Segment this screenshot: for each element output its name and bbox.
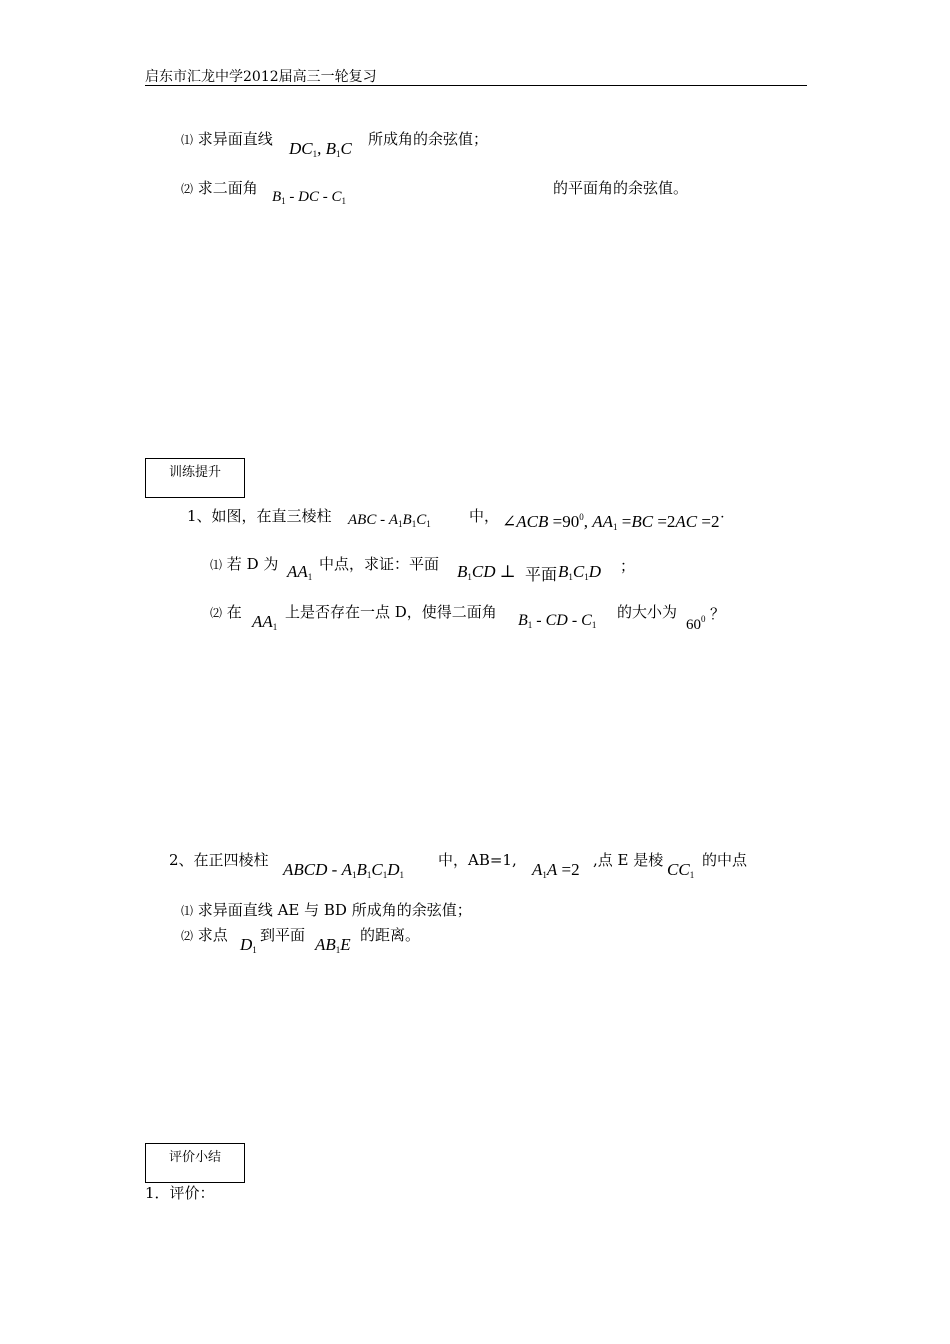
math-sixty-degrees: $60^0$ — [686, 614, 706, 633]
math-plane-ab1e: $AB_1E$ — [315, 935, 351, 955]
math-a1a-equals-2: $A_1A =2$ — [532, 860, 580, 880]
question-number: ⑴ — [181, 904, 194, 918]
question-text-end: 的平面角的余弦值。 — [553, 179, 689, 197]
math-plane-b1cd: $B_1CD$ ⊥ — [457, 562, 516, 582]
problem-1-intro: 1、如图，在直三棱柱 — [187, 507, 332, 525]
math-prism-abc-a1b1c1: ABC - $A_1B_1C_1$ — [348, 512, 431, 529]
question-text: 在 — [226, 603, 242, 621]
question-text: 求异面直线 — [197, 130, 273, 148]
question-1 — [181, 128, 273, 149]
math-aa1: $AA_1$ — [252, 612, 278, 632]
question-text-plane: 平面 — [525, 565, 558, 584]
question-text: 求点 — [197, 926, 228, 944]
problem-1-sub-1 — [210, 553, 278, 574]
math-dihedral-b1-dc-c1: $B_1$ - DC - $C_1$ — [272, 189, 347, 206]
problem-2-intro-end: 的中点 — [702, 851, 748, 869]
section-label-summary: 评价小结 — [145, 1143, 245, 1183]
problem-2-sub-1 — [181, 899, 472, 920]
header-rule — [145, 85, 807, 86]
question-text-end: ； — [620, 557, 636, 575]
question-number: ⑴ — [181, 133, 194, 147]
question-text: 若 D 为 — [226, 555, 279, 573]
question-text-mid: 到平面 — [260, 926, 306, 944]
math-prism-abcd-a1b1c1d1: ABCD - $A_1B_1C_1D_1$ — [283, 860, 404, 880]
math-aa1: $AA_1$ — [287, 562, 313, 582]
question-text-end: 的距离。 — [360, 926, 421, 944]
document-header: 启东市汇龙中学2012届高三一轮复习 — [145, 69, 377, 85]
section-label-training: 训练提升 — [145, 458, 245, 498]
question-text-mid: 中点，求证：平面 — [319, 555, 440, 573]
question-number: ⑵ — [181, 182, 194, 196]
math-condition-angle-acb: ∠ACB $=90^0$, $AA_1 =BC =2AC$ =2˙ — [502, 512, 726, 532]
question-text-end: ？ — [710, 605, 726, 623]
math-cc1: $CC_1$ — [667, 860, 695, 880]
math-d1: $D_1$ — [240, 935, 257, 955]
question-number: ⑴ — [210, 558, 223, 572]
question-text-mid2: 的大小为 — [617, 603, 678, 621]
problem-2-sub-2 — [181, 924, 228, 945]
evaluation-line: 1．评价： — [145, 1184, 215, 1202]
math-plane-b1c1d: $B_1C_1D$ — [558, 562, 602, 582]
problem-1-sub-2 — [210, 601, 242, 622]
problem-2-intro: 2、在正四棱柱 — [169, 851, 269, 869]
question-text: 求异面直线 AE 与 BD 所成角的余弦值； — [197, 901, 472, 919]
question-text-mid: 上是否存在一点 D，使得二面角 — [285, 603, 497, 621]
problem-1-intro-mid: 中， — [469, 507, 500, 525]
question-number: ⑵ — [210, 606, 223, 620]
problem-2-intro-mid: 中，AB=1, — [438, 851, 517, 869]
math-lines-dc1-b1c: $DC_1$, $B_1C$ — [289, 139, 352, 159]
question-number: ⑵ — [181, 929, 194, 943]
math-dihedral-b1-cd-c1: $B_1$ - CD - $C_1$ — [518, 612, 597, 630]
question-2 — [181, 177, 258, 198]
question-text-end: 所成角的余弦值； — [368, 130, 489, 148]
problem-2-intro-mid2: ,点 E 是棱 — [593, 851, 664, 869]
question-text: 求二面角 — [197, 179, 258, 197]
